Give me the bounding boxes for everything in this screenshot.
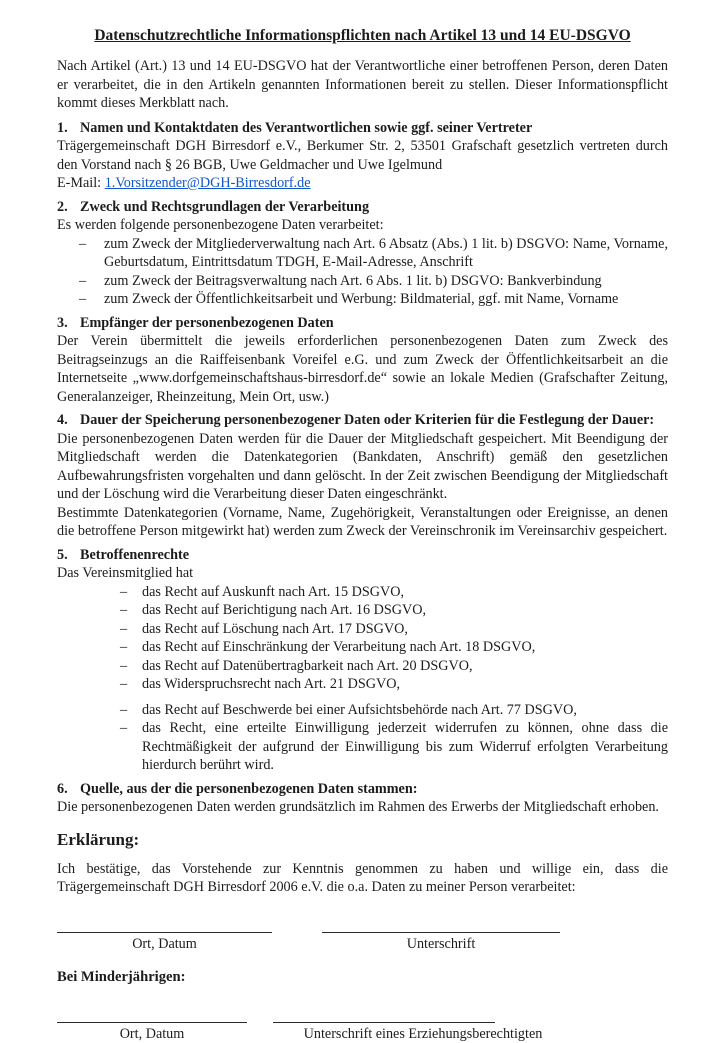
list-item: – zum Zweck der Öffentlichkeitsarbeit und Werbung: Bildmaterial, ggf. mit Name, Vorname bbox=[79, 290, 668, 309]
dash-bullet: – bbox=[120, 657, 142, 676]
dash-bullet: – bbox=[120, 601, 142, 620]
signature-label-erziehungsberechtigter: Unterschrift eines Erziehungsberechtigten bbox=[273, 1023, 573, 1043]
signature-col-erziehungsberechtigter bbox=[273, 1008, 573, 1043]
signature-line-unterschrift bbox=[322, 918, 560, 933]
signature-block-minor bbox=[57, 1008, 668, 1043]
list-item: – das Recht auf Datenübertragbarkeit nach Art. 20 DSGVO, bbox=[120, 657, 668, 676]
declaration-heading: Erklärung: bbox=[57, 829, 668, 851]
intro-paragraph: Nach Artikel (Art.) 13 und 14 EU-DSGVO hat der Verantwortliche einer betroffenen Person, deren Daten er verarbeitet, die in den Artikeln genannten Informationen bereit zu stellen. Dieser Informationspflicht kommt dieses Merkblatt nach. bbox=[57, 57, 668, 113]
dash-bullet: – bbox=[79, 235, 104, 272]
dash-bullet: – bbox=[120, 719, 142, 775]
section-5-number: 5. bbox=[57, 546, 80, 565]
email-line bbox=[57, 174, 668, 193]
dash-bullet: – bbox=[79, 290, 104, 309]
list-item: – zum Zweck der Mitgliederverwaltung nach Art. 6 Absatz (Abs.) 1 lit. b) DSGVO: Name, Vorname, Geburtsdatum, Eintrittsdatum TDGH, E-Mail-Adresse, Anschrift bbox=[79, 235, 668, 272]
section-4-number: 4. bbox=[57, 411, 80, 430]
list-item: – das Recht auf Auskunft nach Art. 15 DSGVO, bbox=[120, 583, 668, 602]
section-6-body: Die personenbezogenen Daten werden grundsätzlich im Rahmen des Erwerbs der Mitgliedschaft erhoben. bbox=[57, 798, 668, 817]
section-4-heading bbox=[57, 411, 668, 430]
section-6-heading-text: Quelle, aus der die personenbezogenen Daten stammen: bbox=[80, 780, 668, 799]
section-5-heading bbox=[57, 546, 668, 565]
section-5-list bbox=[57, 583, 668, 775]
section-5-heading-text: Betroffenenrechte bbox=[80, 546, 668, 565]
dash-bullet: – bbox=[79, 272, 104, 291]
list-item: – das Recht auf Löschung nach Art. 17 DSGVO, bbox=[120, 620, 668, 639]
dash-bullet: – bbox=[120, 620, 142, 639]
section-1-number: 1. bbox=[57, 119, 80, 138]
signature-col-ort-datum-minor bbox=[57, 1008, 247, 1043]
section-2-heading bbox=[57, 198, 668, 217]
dash-bullet: – bbox=[120, 583, 142, 602]
email-link[interactable]: 1.Vorsitzender@DGH-Birresdorf.de bbox=[105, 175, 311, 191]
section-3-number: 3. bbox=[57, 314, 80, 333]
signature-label-ort-datum-minor: Ort, Datum bbox=[57, 1023, 247, 1043]
signature-col-ort-datum bbox=[57, 918, 272, 954]
section-2-list bbox=[57, 235, 668, 309]
dash-bullet: – bbox=[120, 701, 142, 720]
section-6-heading bbox=[57, 780, 668, 799]
signature-col-unterschrift bbox=[322, 918, 560, 954]
section-3-body: Der Verein übermittelt die jeweils erforderlichen personenbezogenen Daten zum Zweck des Beitragseinzugs an die Raiffeisenbank Voreifel e.G. und zum Zweck der Öffentlichkeitsarbeit an die Internetseite „www.dorfgemeinschaftshaus-birresdorf.de“ sowie an lokale Medien (Grafschafter Zeitung, Generalanzeiger, Rheinzeitung, Mein Ort, usw.) bbox=[57, 332, 668, 406]
section-6 bbox=[57, 780, 668, 817]
section-2-number: 2. bbox=[57, 198, 80, 217]
list-item: – das Recht auf Berichtigung nach Art. 16 DSGVO, bbox=[120, 601, 668, 620]
signature-spacer bbox=[247, 1008, 273, 1043]
section-2-heading-text: Zweck und Rechtsgrundlagen der Verarbeitung bbox=[80, 198, 668, 217]
section-3 bbox=[57, 314, 668, 407]
document-title: Datenschutzrechtliche Informationspflichten nach Artikel 13 und 14 EU-DSGVO bbox=[57, 26, 668, 46]
section-3-heading-text: Empfänger der personenbezogenen Daten bbox=[80, 314, 668, 333]
declaration-paragraph: Ich bestätige, das Vorstehende zur Kenntnis genommen zu haben und willige ein, dass die Trägergemeinschaft DGH Birresdorf 2006 e.V. die o.a. Daten zu meiner Person verarbeitet: bbox=[57, 860, 668, 897]
section-4 bbox=[57, 411, 668, 541]
section-1-body: Trägergemeinschaft DGH Birresdorf e.V., Berkumer Str. 2, 53501 Grafschaft gesetzlich vertreten durch den Vorstand nach § 26 BGB, Uwe Geldmacher und Uwe Igelmund bbox=[57, 137, 668, 174]
signature-block-adult bbox=[57, 918, 668, 954]
list-item: – zum Zweck der Beitragsverwaltung nach Art. 6 Abs. 1 lit. b) DSGVO: Bankverbindung bbox=[79, 272, 668, 291]
section-2 bbox=[57, 198, 668, 309]
dash-bullet: – bbox=[120, 638, 142, 657]
signature-line-ort-datum-minor bbox=[57, 1008, 247, 1023]
list-item: – das Recht, eine erteilte Einwilligung jederzeit widerrufen zu können, ohne dass die Rechtmäßigkeit der aufgrund der Einwilligung bis zum Widerruf erfolgten Verarbeitung hierdurch berührt wird. bbox=[120, 719, 668, 775]
section-4-body2: Bestimmte Datenkategorien (Vorname, Name, Zugehörigkeit, Veranstaltungen oder Ereignisse, an denen die betroffene Person mitgewirkt hat) werden zum Zweck der Vereinschronik im Vereinsarchiv gespeichert. bbox=[57, 504, 668, 541]
signature-spacer bbox=[272, 918, 322, 954]
section-6-number: 6. bbox=[57, 780, 80, 799]
list-item: – das Recht auf Beschwerde bei einer Aufsichtsbehörde nach Art. 77 DSGVO, bbox=[120, 701, 668, 720]
section-4-body: Die personenbezogenen Daten werden für die Dauer der Mitgliedschaft gespeichert. Mit Beendigung der Mitgliedschaft werden die Datenkategorien (Bankdaten, Anschrift) gemäß den gesetzlichen Aufbewahrungsfristen vorgehalten und dann gelöscht. In der Zeit zwischen Beendigung der Mitgliedschaft und der Löschung wird die Verarbeitung dieser Daten eingeschränkt. bbox=[57, 430, 668, 504]
email-label: E-Mail: bbox=[57, 175, 105, 191]
section-5-body: Das Vereinsmitglied hat bbox=[57, 564, 668, 583]
section-1-heading-text: Namen und Kontaktdaten des Verantwortlichen sowie ggf. seiner Vertreter bbox=[80, 119, 668, 138]
list-item: – das Widerspruchsrecht nach Art. 21 DSGVO, bbox=[120, 675, 668, 694]
section-1 bbox=[57, 119, 668, 193]
section-2-body: Es werden folgende personenbezogene Daten verarbeitet: bbox=[57, 216, 668, 235]
list-item: – das Recht auf Einschränkung der Verarbeitung nach Art. 18 DSGVO, bbox=[120, 638, 668, 657]
minors-heading: Bei Minderjährigen: bbox=[57, 968, 668, 987]
dash-bullet: – bbox=[120, 675, 142, 694]
signature-line-erziehungsberechtigter bbox=[273, 1008, 495, 1023]
section-4-heading-text: Dauer der Speicherung personenbezogener Daten oder Kriterien für die Festlegung der Dauer: bbox=[80, 411, 668, 430]
signature-line-ort-datum bbox=[57, 918, 272, 933]
section-1-heading bbox=[57, 119, 668, 138]
signature-label-unterschrift: Unterschrift bbox=[322, 933, 560, 954]
signature-label-ort-datum: Ort, Datum bbox=[57, 933, 272, 954]
section-3-heading bbox=[57, 314, 668, 333]
section-5 bbox=[57, 546, 668, 775]
